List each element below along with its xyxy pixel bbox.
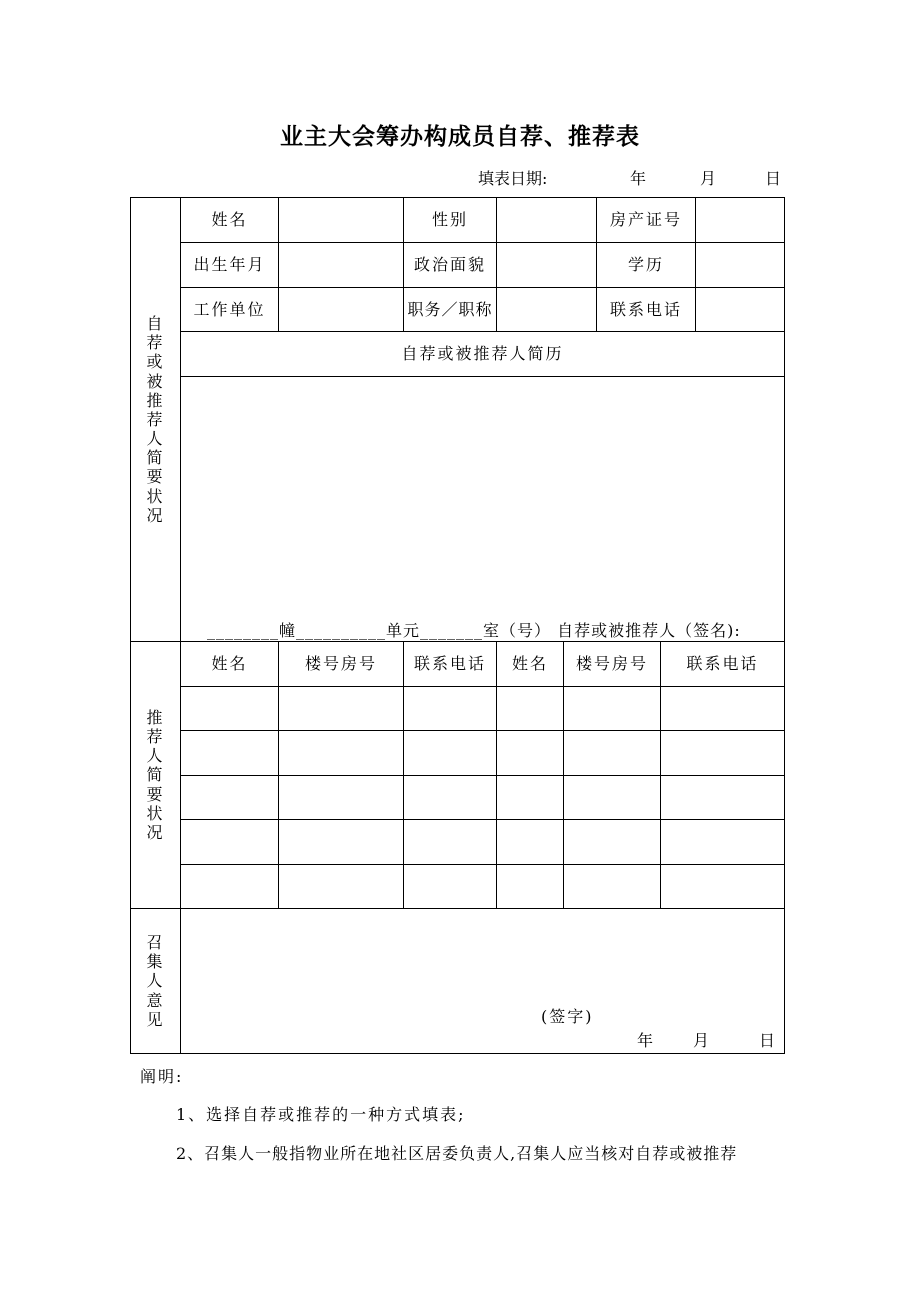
input-birth[interactable] xyxy=(279,243,404,288)
rec-cell[interactable] xyxy=(279,776,404,820)
label-education: 学历 xyxy=(597,243,696,288)
self-recommend-side-char: 或 xyxy=(146,352,165,372)
label-workplace: 工作单位 xyxy=(181,288,279,332)
self-recommend-side-char: 被 xyxy=(146,371,165,391)
convener-side-char: 人 xyxy=(146,971,165,991)
rec-cell[interactable] xyxy=(661,687,785,731)
recommendation-form-table xyxy=(130,197,785,1054)
rec-cell[interactable] xyxy=(497,776,564,820)
rec-cell[interactable] xyxy=(497,731,564,776)
label-position: 职务／职称 xyxy=(404,288,497,332)
rec-cell[interactable] xyxy=(564,687,661,731)
rec-header-room-2: 楼号房号 xyxy=(564,642,661,687)
input-education[interactable] xyxy=(696,243,785,288)
rec-cell[interactable] xyxy=(279,865,404,909)
self-recommend-side-char: 要 xyxy=(146,467,165,487)
recommender-side-label xyxy=(131,642,181,909)
convener-side-label xyxy=(131,909,181,1054)
rec-header-room-1: 楼号房号 xyxy=(279,642,404,687)
rec-cell[interactable] xyxy=(661,820,785,865)
fill-date-day: 日 xyxy=(765,169,782,188)
table-row xyxy=(131,687,785,731)
self-recommend-side-char: 人 xyxy=(146,429,165,449)
rec-cell[interactable] xyxy=(404,776,497,820)
rec-header-phone-2: 联系电话 xyxy=(661,642,785,687)
recommender-side-char: 简 xyxy=(146,765,165,785)
input-gender[interactable] xyxy=(497,198,597,243)
resume-header: 自荐或被推荐人简历 xyxy=(181,332,785,377)
resume-area[interactable] xyxy=(181,377,785,642)
rec-cell[interactable] xyxy=(564,731,661,776)
self-recommend-side-char: 荐 xyxy=(146,333,165,353)
fill-date-year: 年 xyxy=(630,169,647,188)
rec-cell[interactable] xyxy=(279,731,404,776)
input-property-cert[interactable] xyxy=(696,198,785,243)
recommender-side-char: 况 xyxy=(146,822,165,842)
table-row xyxy=(131,776,785,820)
table-row xyxy=(131,731,785,776)
label-gender: 性别 xyxy=(404,198,497,243)
table-row xyxy=(131,865,785,909)
rec-cell[interactable] xyxy=(181,731,279,776)
label-political: 政治面貌 xyxy=(404,243,497,288)
convener-day: 日 xyxy=(759,1031,778,1050)
label-property-cert: 房产证号 xyxy=(597,198,696,243)
convener-side-char: 集 xyxy=(146,952,165,972)
recommender-side-char: 要 xyxy=(146,784,165,804)
fill-date-label: 填表日期: xyxy=(478,169,548,188)
rec-cell[interactable] xyxy=(564,820,661,865)
convener-side-char: 召 xyxy=(146,933,165,953)
rec-header-name-2: 姓名 xyxy=(497,642,564,687)
rec-header-name-1: 姓名 xyxy=(181,642,279,687)
notes-heading: 阐明: xyxy=(140,1067,184,1086)
self-recommend-side-label xyxy=(131,198,181,642)
convener-opinion-area[interactable] xyxy=(181,909,785,1054)
input-position[interactable] xyxy=(497,288,597,332)
rec-cell[interactable] xyxy=(661,731,785,776)
rec-header-phone-1: 联系电话 xyxy=(404,642,497,687)
input-phone[interactable] xyxy=(696,288,785,332)
rec-cell[interactable] xyxy=(404,865,497,909)
note-item-1: 1、选择自荐或推荐的一种方式填表; xyxy=(176,1105,466,1124)
self-recommend-side-char: 况 xyxy=(146,505,165,525)
recommender-side-char: 荐 xyxy=(146,727,165,747)
rec-cell[interactable] xyxy=(564,776,661,820)
rec-cell[interactable] xyxy=(564,865,661,909)
recommender-side-char: 状 xyxy=(146,803,165,823)
form-title: 业主大会筹办构成员自荐、推荐表 xyxy=(280,123,640,150)
rec-cell[interactable] xyxy=(404,820,497,865)
self-recommend-side-char: 状 xyxy=(146,486,165,506)
label-phone: 联系电话 xyxy=(597,288,696,332)
signature-line: ________幢__________单元_______室（号） 自荐或被推荐人（签名): xyxy=(207,620,741,640)
convener-year: 年 xyxy=(637,1031,656,1050)
rec-cell[interactable] xyxy=(181,687,279,731)
label-name: 姓名 xyxy=(181,198,279,243)
rec-cell[interactable] xyxy=(404,687,497,731)
rec-cell[interactable] xyxy=(279,687,404,731)
input-political[interactable] xyxy=(497,243,597,288)
recommender-side-char: 人 xyxy=(146,746,165,766)
convener-side-char: 见 xyxy=(146,1009,165,1029)
input-workplace[interactable] xyxy=(279,288,404,332)
table-row xyxy=(131,820,785,865)
recommender-side-char: 推 xyxy=(146,707,165,727)
note-item-2: 2、召集人一般指物业所在地社区居委负责人,召集人应当核对自荐或被推荐 xyxy=(176,1144,738,1163)
self-recommend-side-char: 荐 xyxy=(146,409,165,429)
rec-cell[interactable] xyxy=(497,820,564,865)
rec-cell[interactable] xyxy=(181,820,279,865)
fill-date-month: 月 xyxy=(700,169,717,188)
self-recommend-side-char: 自 xyxy=(146,313,165,333)
label-birth: 出生年月 xyxy=(181,243,279,288)
convener-side-char: 意 xyxy=(146,990,165,1010)
rec-cell[interactable] xyxy=(181,776,279,820)
convener-month: 月 xyxy=(693,1031,712,1050)
rec-cell[interactable] xyxy=(404,731,497,776)
input-name[interactable] xyxy=(279,198,404,243)
rec-cell[interactable] xyxy=(279,820,404,865)
convener-sign-label: (签字) xyxy=(541,1007,594,1026)
self-recommend-side-char: 简 xyxy=(146,448,165,468)
rec-cell[interactable] xyxy=(497,865,564,909)
self-recommend-side-char: 推 xyxy=(146,390,165,410)
rec-cell[interactable] xyxy=(661,776,785,820)
rec-cell[interactable] xyxy=(181,865,279,909)
rec-cell[interactable] xyxy=(661,865,785,909)
rec-cell[interactable] xyxy=(497,687,564,731)
